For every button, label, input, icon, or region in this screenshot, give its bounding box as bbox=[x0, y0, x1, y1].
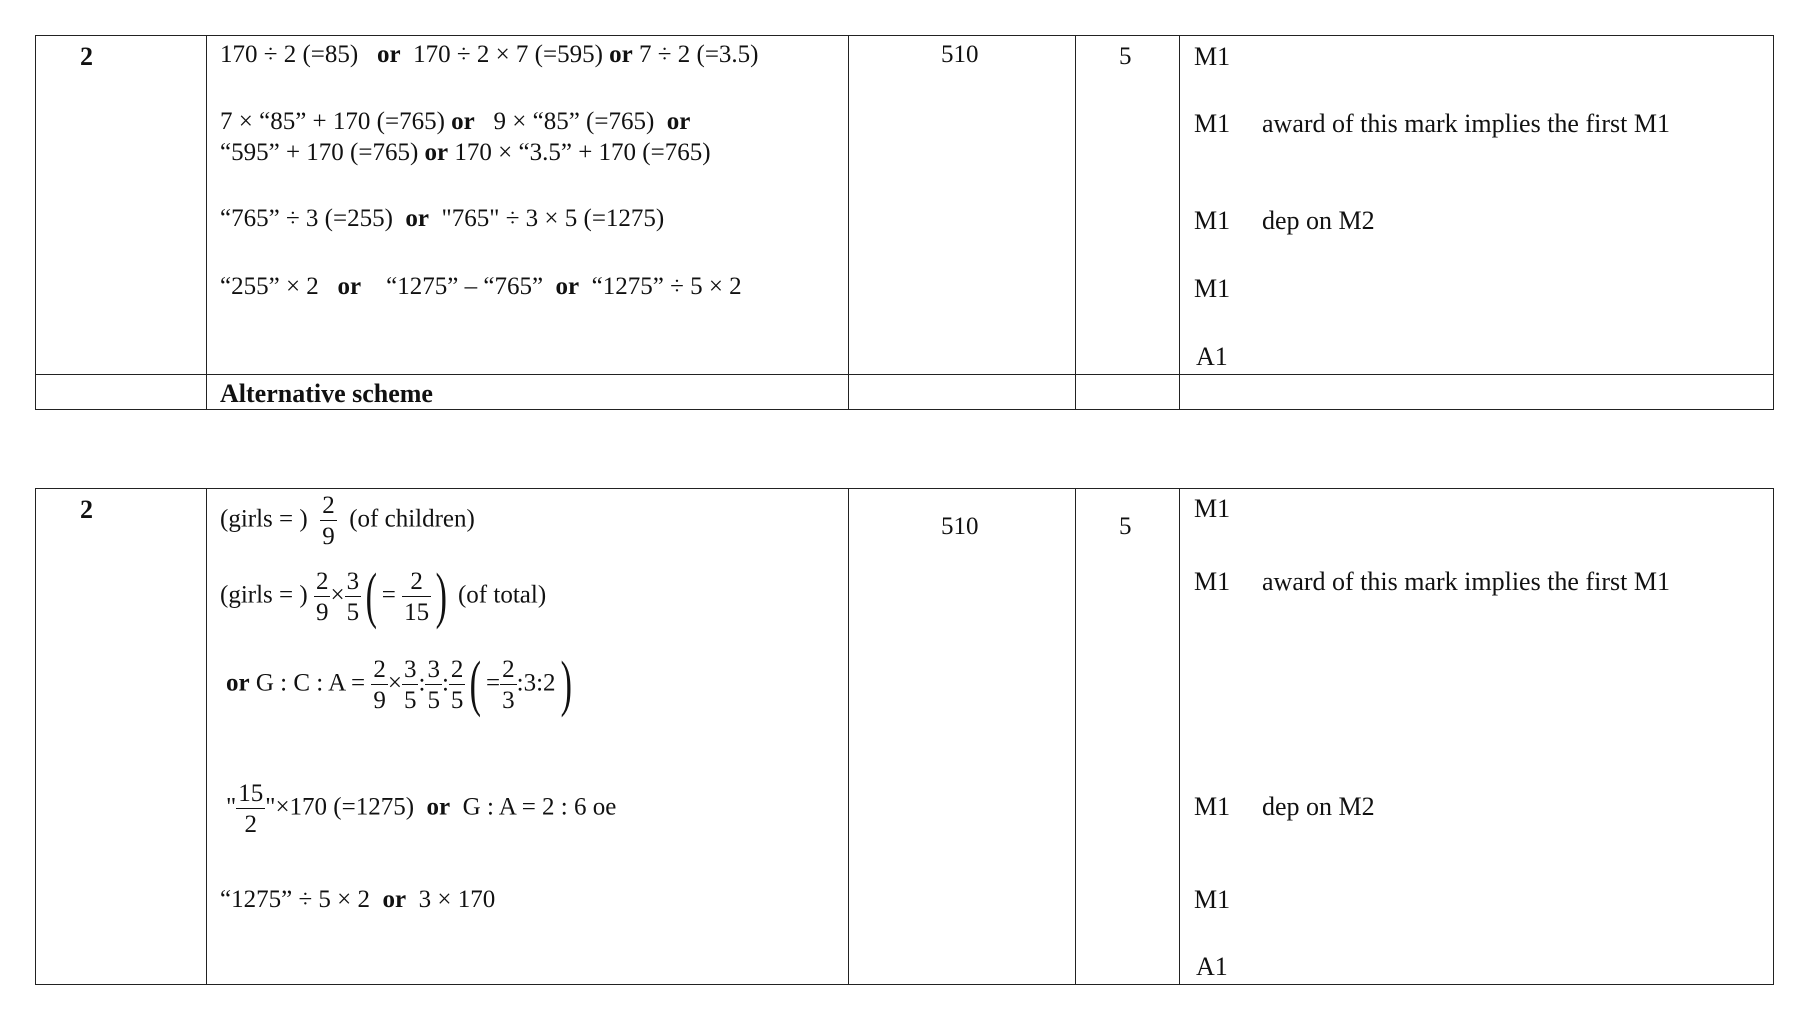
alternative-scheme-heading: Alternative scheme bbox=[220, 379, 433, 408]
working-line-5 bbox=[220, 887, 495, 912]
fraction: $\frac{2}{15}$ bbox=[404, 568, 430, 626]
mark-code: M1 bbox=[1194, 206, 1231, 235]
working-text: “255” × 2 bbox=[220, 273, 319, 300]
mark-note: dep on M2 bbox=[1262, 792, 1375, 821]
working-line-3 bbox=[226, 650, 576, 719]
mark-note: dep on M2 bbox=[1262, 206, 1375, 235]
total-marks: 5 bbox=[1119, 43, 1132, 70]
working-text: 9 × “85” (=765) bbox=[493, 108, 655, 135]
equals-sign: = bbox=[381, 581, 396, 609]
working-text: (girls = ) bbox=[220, 505, 308, 533]
answer-value: 510 bbox=[941, 41, 979, 68]
fraction: $\frac{2}{9}$ bbox=[373, 656, 386, 714]
times-sign: × bbox=[387, 669, 402, 697]
fraction: $\frac{3}{5}$ bbox=[346, 568, 360, 626]
colon-sign: : bbox=[418, 669, 426, 697]
working-line-2 bbox=[220, 562, 547, 631]
answer-value: 510 bbox=[941, 513, 979, 540]
column-divider bbox=[1179, 36, 1180, 409]
mark-code: M1 bbox=[1194, 792, 1231, 821]
question-number: 2 bbox=[80, 495, 93, 524]
working-text: 7 ÷ 2 (=3.5) bbox=[639, 41, 759, 68]
working-line-2 bbox=[220, 109, 690, 134]
quote-mark: " bbox=[265, 793, 276, 821]
mark-note: award of this mark implies the first M1 bbox=[1262, 567, 1670, 596]
row-divider bbox=[36, 374, 1773, 375]
working-text: 170 ÷ 2 × 7 (=595) bbox=[413, 41, 603, 68]
column-divider bbox=[848, 36, 849, 409]
working-text: “765” ÷ 3 (=255) bbox=[220, 205, 393, 232]
quote-mark: " bbox=[226, 793, 237, 821]
working-text: (of children) bbox=[349, 505, 475, 533]
working-text: 170 ÷ 2 (=85) bbox=[220, 41, 359, 68]
question-number: 2 bbox=[80, 42, 93, 71]
mark-code: M1 bbox=[1194, 109, 1231, 138]
working-line-4 bbox=[220, 206, 664, 231]
times-sign: × bbox=[330, 581, 345, 609]
working-text: “1275” – “765” bbox=[386, 273, 544, 300]
working-text: 7 × “85” + 170 (=765) bbox=[220, 108, 445, 135]
left-paren: ( bbox=[365, 562, 378, 631]
working-line-1 bbox=[220, 493, 475, 549]
or-connector: or bbox=[451, 108, 475, 135]
mark-code: A1 bbox=[1196, 952, 1228, 981]
working-line-3 bbox=[220, 140, 711, 165]
working-text: 3 × 170 bbox=[418, 886, 496, 913]
working-text: “1275” ÷ 5 × 2 bbox=[591, 273, 742, 300]
colon-sign: : bbox=[441, 669, 449, 697]
working-text: "765" ÷ 3 × 5 (=1275) bbox=[441, 205, 665, 232]
or-connector: or bbox=[426, 793, 451, 821]
mark-note: award of this mark implies the first M1 bbox=[1262, 109, 1670, 138]
right-paren: ) bbox=[560, 650, 572, 719]
column-divider bbox=[848, 489, 849, 984]
mark-code: M1 bbox=[1194, 42, 1231, 71]
column-divider bbox=[206, 489, 207, 984]
or-connector: or bbox=[405, 205, 430, 232]
or-connector: or bbox=[337, 273, 362, 300]
working-text: “595” + 170 (=765) bbox=[220, 139, 419, 166]
mark-code: M1 bbox=[1194, 274, 1231, 303]
fraction: $\frac{2}{3}$ bbox=[502, 656, 515, 714]
fraction: $\frac{2}{9}$ bbox=[322, 492, 335, 550]
working-text: G : C : A = bbox=[255, 669, 366, 697]
right-paren: ) bbox=[435, 562, 448, 631]
working-line-5 bbox=[220, 274, 742, 299]
ratio-text: :3:2 bbox=[516, 669, 556, 697]
mark-scheme-table-alternative bbox=[35, 488, 1774, 985]
or-connector: or bbox=[376, 41, 401, 68]
or-connector: or bbox=[609, 41, 633, 68]
or-connector: or bbox=[555, 273, 580, 300]
equals-sign: = bbox=[486, 669, 501, 697]
mark-scheme-table-main bbox=[35, 35, 1774, 410]
column-divider bbox=[1075, 489, 1076, 984]
mark-code: M1 bbox=[1194, 567, 1231, 596]
mark-code: M1 bbox=[1194, 494, 1231, 523]
working-text: “1275” ÷ 5 × 2 bbox=[220, 886, 371, 913]
or-connector: or bbox=[382, 886, 407, 913]
fraction: $\frac{2}{5}$ bbox=[450, 656, 464, 714]
fraction: $\frac{2}{9}$ bbox=[315, 568, 329, 626]
working-text: G : A = 2 : 6 oe bbox=[462, 793, 617, 821]
fraction: $\frac{3}{5}$ bbox=[427, 656, 440, 714]
working-line-1 bbox=[220, 42, 759, 67]
column-divider bbox=[206, 36, 207, 409]
working-text: 170 × “3.5” + 170 (=765) bbox=[454, 139, 711, 166]
or-connector: or bbox=[226, 669, 250, 697]
or-connector: or bbox=[424, 139, 449, 166]
total-marks: 5 bbox=[1119, 513, 1132, 540]
fraction: $\frac{3}{5}$ bbox=[403, 656, 417, 714]
working-text: ×170 (=1275) bbox=[275, 793, 415, 821]
or-connector: or bbox=[666, 108, 691, 135]
column-divider bbox=[1075, 36, 1076, 409]
mark-code: A1 bbox=[1196, 342, 1228, 371]
working-text: (of total) bbox=[457, 581, 547, 609]
working-line-4 bbox=[226, 781, 616, 837]
column-divider bbox=[1179, 489, 1180, 984]
left-paren: ( bbox=[470, 650, 482, 719]
fraction: $\frac{15}{2}$ bbox=[238, 780, 264, 838]
working-text: (girls = ) bbox=[220, 581, 308, 609]
mark-code: M1 bbox=[1194, 885, 1231, 914]
